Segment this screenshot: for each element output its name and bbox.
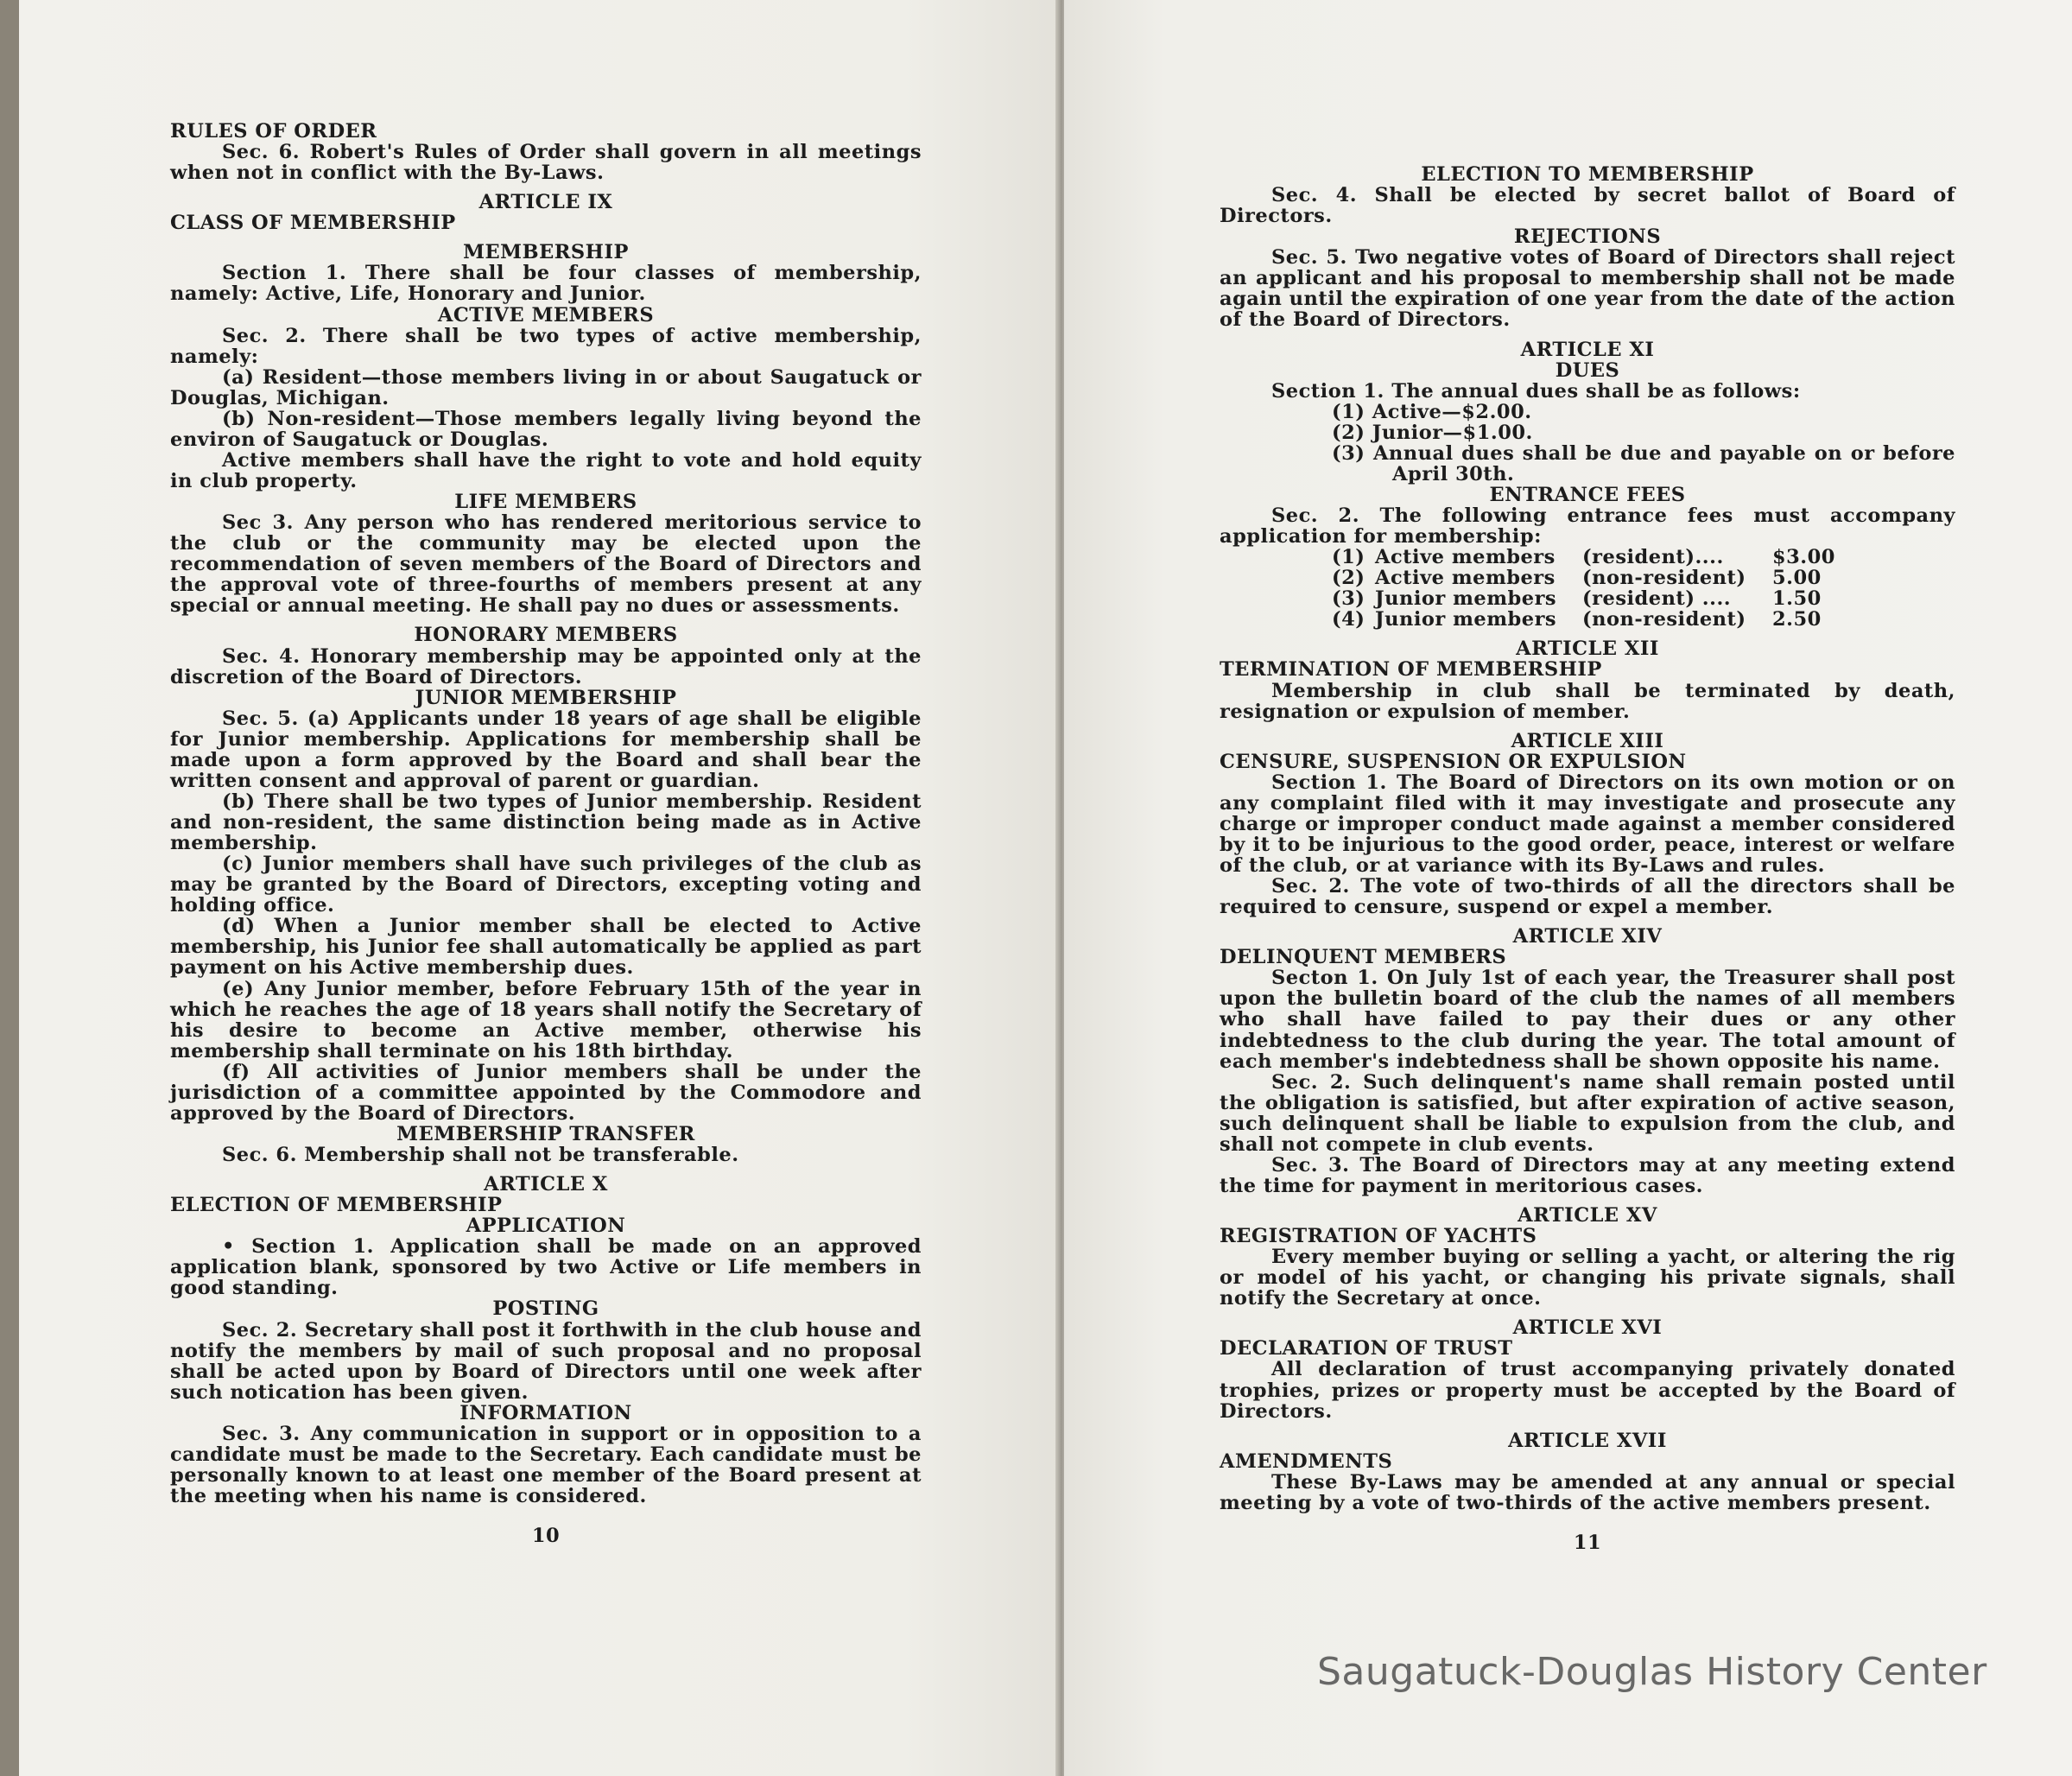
fee-type: Active members <box>1375 567 1556 590</box>
article-xvii: ARTICLE XVII <box>1508 1429 1667 1452</box>
section-2: Sec. 2. There shall be two types of active membership, namely: <box>170 324 922 368</box>
section-5f: (f) All activities of Junior members shall be under the jurisdiction of a committee appointed by the Commodore and approved by the Board of Directors. <box>170 1060 922 1125</box>
article-xiii-title: CENSURE, SUSPENSION OR EXPULSION <box>1220 750 1687 773</box>
article-ix: ARTICLE IX <box>478 191 613 214</box>
right-page <box>1064 0 2072 1776</box>
posting-section-2: Sec. 2. Secretary shall post it forthwith in the club house and notify the members by mail of such proposal and no proposal shall be acted upon by Board of Directors until one week after such notication has been given. <box>170 1318 922 1404</box>
right-page-text <box>1220 164 1955 1553</box>
application-heading: APPLICATION <box>466 1215 626 1238</box>
yachts-text: Every member buying or selling a yacht, or altering the rig or model of his yacht, or changing his private signals, shall notify the Secretary at once. <box>1220 1246 1955 1310</box>
page-number-left: 10 <box>531 1525 561 1548</box>
article-x: ARTICLE X <box>484 1173 608 1196</box>
amendments-text: These By-Laws may be amended at any annual or special meeting by a vote of two-thirds of the active members present. <box>1220 1470 1955 1514</box>
article-xiv: ARTICLE XIV <box>1512 925 1663 948</box>
dues-item-2: (2) Junior—$1.00. <box>1332 421 1533 444</box>
section-5e: (e) Any Junior member, before February 15th of the year in which he reaches the age of 18 years shall notify the Secretary of his desire to become an Active member, otherwise his membership shall terminate on his 18th birthday. <box>170 977 922 1062</box>
section-5b: (b) There shall be two types of Junior membership. Resident and non-resident, the same distinction being made as in Active membership. <box>170 790 922 855</box>
trust-text: All declaration of trust accompanying privately donated trophies, prizes or property must be accepted by the Board of Directors. <box>1220 1358 1955 1423</box>
posting-heading: POSTING <box>492 1297 599 1321</box>
article-xiii: ARTICLE XIII <box>1511 729 1664 752</box>
rules-heading: RULES OF ORDER <box>170 120 377 143</box>
left-page-text <box>170 121 922 1546</box>
dues-item-1: (1) Active—$2.00. <box>1332 400 1532 423</box>
fees-section-2: Sec. 2. The following entrance fees must accompany application for membership: <box>1220 504 1955 549</box>
fee-num: (1) <box>1332 546 1365 569</box>
fees-table <box>1220 547 1955 630</box>
page-number-right: 11 <box>1573 1531 1602 1554</box>
article-ix-title: CLASS OF MEMBERSHIP <box>170 212 456 235</box>
article-xvi: ARTICLE XVI <box>1512 1316 1663 1340</box>
section-2c: Active members shall have the right to vote and hold equity in club property. <box>170 448 922 492</box>
fee-class: (resident) .... <box>1582 587 1732 611</box>
delinquent-section-2: Sec. 2. Such delinquent's name shall remain posted until the obligation is satisfied, but after expiration of active season, such delinquent shall be liable to expulsion from the club, and shall not compete in club events. <box>1220 1070 1955 1156</box>
fee-type: Junior members <box>1375 587 1557 611</box>
section-5a: Sec. 5. (a) Applicants under 18 years of age shall be eligible for Junior membership. Applications for membership shall be made upon a form approved by the Board and shall bear the written consent and approval of parent or guardian. <box>170 707 922 792</box>
article-xv: ARTICLE XV <box>1518 1204 1657 1227</box>
fee-type: Active members <box>1375 546 1556 569</box>
delinquent-section-3: Sec. 3. The Board of Directors may at any meeting extend the time for payment in meritorious cases. <box>1220 1153 1955 1197</box>
fee-class: (non-resident) <box>1582 567 1746 590</box>
application-section-1: • Section 1. Application shall be made on an approved application blank, sponsored by two Active or Life members in good standing. <box>170 1235 922 1300</box>
entrance-fees-heading: ENTRANCE FEES <box>1489 483 1686 506</box>
left-page <box>19 0 1060 1776</box>
fee-amount: 2.50 <box>1772 608 1822 631</box>
life-members-heading: LIFE MEMBERS <box>454 491 637 514</box>
article-xv-title: REGISTRATION OF YACHTS <box>1220 1225 1537 1248</box>
section-3: Sec 3. Any person who has rendered meritorious service to the club or the community may be elected upon the recommendation of seven members of the Board of Directors and the approval vote of three-fourths of members present at any special or annual meeting. He shall pay no dues or assessments. <box>170 511 922 618</box>
active-members-heading: ACTIVE MEMBERS <box>437 303 655 327</box>
section-2a: (a) Resident—those members living in or about Saugatuck or Douglas, Michigan. <box>170 365 922 409</box>
article-xii: ARTICLE XII <box>1516 637 1659 661</box>
rejections-sec5: Sec. 5. Two negative votes of Board of Directors shall reject an applicant and his proposal to membership shall not be made again until the expiration of one year from the date of the action of the Board of Directors. <box>1220 246 1955 332</box>
membership-transfer-heading: MEMBERSHIP TRANSFER <box>396 1122 695 1145</box>
fee-type: Junior members <box>1375 608 1557 631</box>
section-6: Sec. 6. Membership shall not be transferable. <box>222 1144 739 1166</box>
termination-text: Membership in club shall be terminated by death, resignation or expulsion of member. <box>1220 679 1955 723</box>
delinquent-section-1: Secton 1. On July 1st of each year, the Treasurer shall post upon the bulletin board of the club the names of all members who shall have failed to pay their dues or any other indebtedness to the club during the year. The total amount of each member's indebtedness shall be shown opposite his name. <box>1220 967 1955 1073</box>
fee-amount: 5.00 <box>1772 567 1822 590</box>
dues-item-3: (3) Annual dues shall be due and payable on or before April 30th. <box>1332 441 1955 485</box>
section-1: Section 1. There shall be four classes of membership, namely: Active, Life, Honorary and Junior. <box>170 262 922 306</box>
censure-section-2: Sec. 2. The vote of two-thirds of all the directors shall be required to censure, suspend or expel a member. <box>1220 875 1955 919</box>
rejections-heading: REJECTIONS <box>1513 225 1662 249</box>
rules-sec6: Sec. 6. Robert's Rules of Order shall govern in all meetings when not in conflict with the By-Laws. <box>170 141 922 185</box>
fee-amount: 1.50 <box>1772 587 1822 611</box>
honorary-members-heading: HONORARY MEMBERS <box>414 624 678 647</box>
article-xii-title: TERMINATION OF MEMBERSHIP <box>1220 658 1602 682</box>
fee-num: (4) <box>1332 608 1365 631</box>
fee-num: (2) <box>1332 567 1365 590</box>
section-5d: (d) When a Junior member shall be elected to Active membership, his Junior fee shall automatically be applied as part payment on his Active membership dues. <box>170 915 922 980</box>
election-heading: ELECTION TO MEMBERSHIP <box>1421 163 1754 186</box>
dues-list <box>1220 402 1955 485</box>
censure-section-1: Section 1. The Board of Directors on its own motion or on any complaint filed with it may investigate and prosecute any charge or improper conduct made against a member considered by it to be injurious to the good order, peace, interest or welfare of the club, or at variance with its By-Laws and rules. <box>1220 771 1955 877</box>
section-4: Sec. 4. Honorary membership may be appointed only at the discretion of the Board of Directors. <box>170 644 922 688</box>
article-xi: ARTICLE XI <box>1520 338 1655 361</box>
fee-class: (resident).... <box>1582 546 1724 569</box>
information-heading: INFORMATION <box>459 1401 632 1424</box>
article-x-title: ELECTION OF MEMBERSHIP <box>170 1194 503 1217</box>
article-xvii-title: AMENDMENTS <box>1220 1449 1393 1473</box>
membership-heading: MEMBERSHIP <box>463 241 629 264</box>
information-section-3: Sec. 3. Any communication in support or in opposition to a candidate must be made to the Secretary. Each candidate must be personally known to at least one member of the Board present at the meeting when his name is considered. <box>170 1422 922 1507</box>
dues-section-1: Section 1. The annual dues shall be as follows: <box>1271 379 1801 403</box>
election-sec4: Sec. 4. Shall be elected by secret ballot of Board of Directors. <box>1220 184 1955 228</box>
watermark: Saugatuck-Douglas History Center <box>1317 1650 1987 1694</box>
article-xvi-title: DECLARATION OF TRUST <box>1220 1337 1513 1361</box>
section-2b: (b) Non-resident—Those members legally living beyond the environ of Saugatuck or Douglas. <box>170 407 922 451</box>
fee-amount: $3.00 <box>1772 546 1835 569</box>
article-xiv-title: DELINQUENT MEMBERS <box>1220 946 1507 969</box>
fee-num: (3) <box>1332 587 1365 611</box>
dues-heading: DUES <box>1555 358 1620 382</box>
junior-membership-heading: JUNIOR MEMBERSHIP <box>415 686 677 709</box>
fee-class: (non-resident) <box>1582 608 1746 631</box>
section-5c: (c) Junior members shall have such privileges of the club as may be granted by the Board of Directors, excepting voting and holding office. <box>170 853 922 917</box>
